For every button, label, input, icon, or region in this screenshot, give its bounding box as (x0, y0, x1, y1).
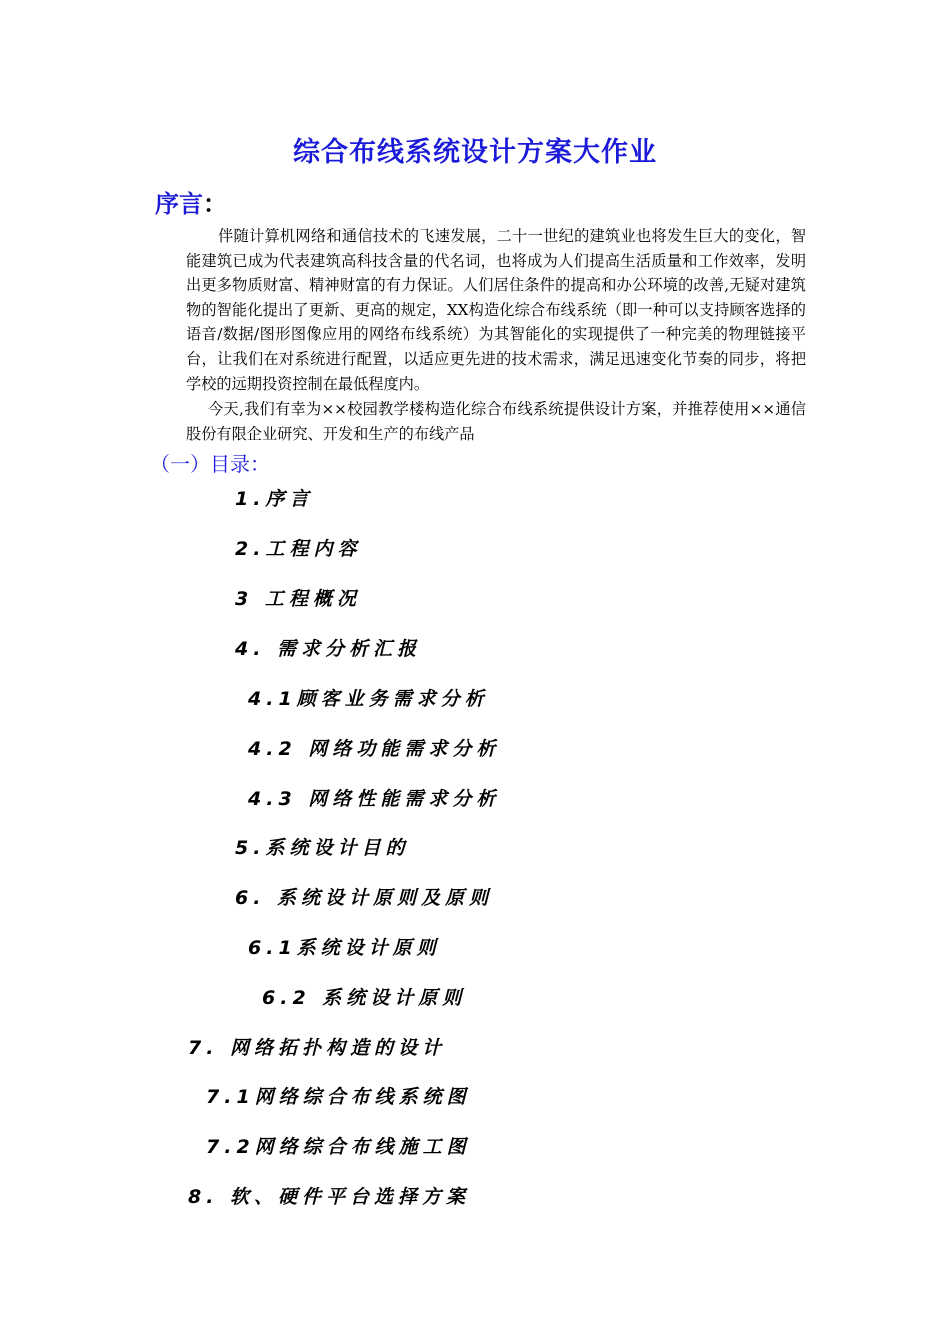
toc-item: 4.2 网络功能需求分析 (248, 738, 501, 760)
toc-item: 3 工程概况 (235, 588, 361, 610)
preface-paragraph-1: 伴随计算机网络和通信技术的飞速发展，二十一世纪的建筑业也将发生巨大的变化，智能建筑已成为代表建筑高科技含量的代名词，也将成为人们提高生活质量和工作效率，发明出更多物质财富、精神财富的有力保证。人们居住条件的提高和办公环境的改善,无疑对建筑物的智能化提出了更新、更高的规定，XX构造化综合布线系统（即一种可以支持顾客选择的语音/数据/图形图像应用的网络布线系统）为其智能化的实现提供了一种完美的物理链接平台，让我们在对系统进行配置，以适应更先进的技术需求，满足迅速变化节奏的同步，将把学校的远期投资控制在最低程度内。 (186, 227, 806, 393)
toc-item: 6.2 系统设计原则 (262, 987, 467, 1009)
preface-heading-text: 序言 (155, 190, 203, 218)
toc-item: 4.1顾客业务需求分析 (248, 688, 489, 710)
toc-item: 8. 软、硬件平台选择方案 (188, 1186, 471, 1208)
toc-item: 6.1系统设计原则 (248, 937, 441, 959)
preface-paragraph-2: 今天,我们有幸为××校园教学楼构造化综合布线系统提供设计方案，并推荐使用××通信股份有限企业研究、开发和生产的布线产品 (186, 400, 806, 443)
toc-item: 4.3 网络性能需求分析 (248, 788, 501, 810)
toc-item: 1.序言 (235, 488, 314, 510)
toc-heading: （一）目录： (150, 452, 270, 476)
toc-item: 7. 网络拓扑构造的设计 (188, 1037, 447, 1059)
toc-item: 7.2网络综合布线施工图 (206, 1136, 471, 1158)
toc-item: 4. 需求分析汇报 (235, 638, 422, 660)
document-title: 综合布线系统设计方案大作业 (293, 137, 657, 168)
toc-item: 2.工程内容 (235, 538, 362, 560)
preface-heading (155, 184, 227, 219)
preface-heading-colon: ： (203, 190, 227, 218)
toc-item: 6. 系统设计原则及原则 (235, 887, 494, 909)
toc-item: 7.1网络综合布线系统图 (206, 1086, 471, 1108)
toc-item: 5.系统设计目的 (235, 837, 410, 859)
